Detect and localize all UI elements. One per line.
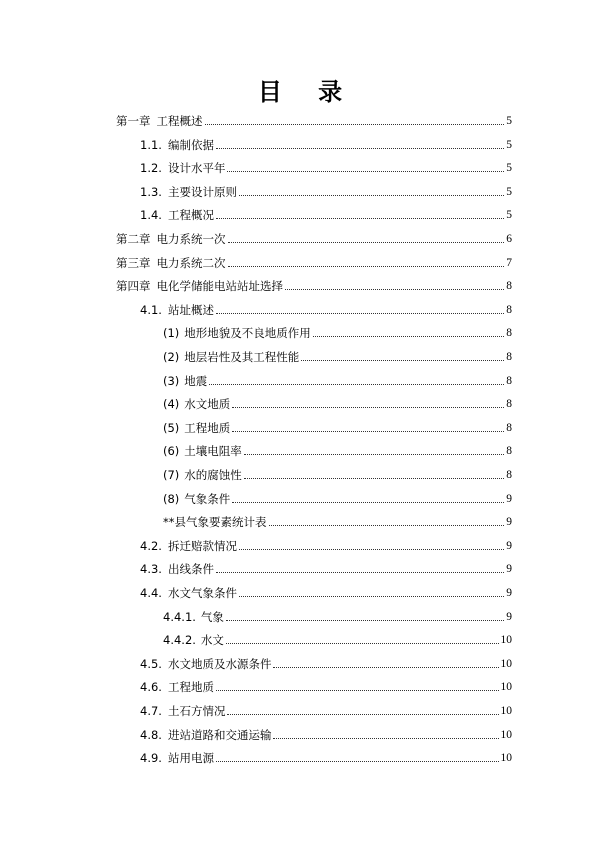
dot-leader [232, 406, 504, 408]
toc-entry-number: 4.4.2. [163, 633, 196, 648]
toc-entry-number: (6) [163, 444, 180, 459]
toc-entry[interactable] [116, 270, 512, 293]
dot-leader [285, 288, 504, 290]
toc-entry-label: 编制依据 [167, 137, 214, 152]
toc-entry[interactable] [163, 365, 512, 388]
toc-entry-number: (8) [163, 491, 180, 506]
toc-entry-page-number: 8 [506, 469, 512, 481]
toc-entry[interactable] [140, 553, 512, 576]
toc-entry[interactable] [140, 294, 512, 317]
toc-entry[interactable] [163, 412, 512, 435]
toc-entry-number: 第一章 [116, 114, 151, 128]
toc-entry-label: 水的腐蚀性 [184, 468, 242, 482]
toc-entry-number: 4.7. [140, 704, 162, 718]
toc-entry-label: 水文地质及水源条件 [167, 656, 272, 671]
toc-entry[interactable] [140, 176, 512, 199]
toc-entry[interactable] [140, 152, 512, 175]
toc-entry-number: 1.1. [140, 137, 162, 152]
toc-entry-page-number: 9 [506, 492, 512, 505]
dot-leader [273, 666, 498, 668]
toc-entry-page-number: 5 [506, 138, 512, 151]
toc-entry-label: 电化学储能电站站址选择 [156, 279, 283, 294]
toc-entry-label: 水文气象条件 [167, 586, 237, 600]
toc-entry-page-number: 10 [500, 752, 512, 765]
toc-entry-label: 出线条件 [167, 562, 214, 577]
toc-entry[interactable] [116, 105, 512, 128]
toc-entry-number: 4.5. [140, 656, 162, 671]
toc-entry-label: 主要设计原则 [167, 184, 237, 199]
toc-entry[interactable] [140, 695, 512, 718]
toc-entry-label: 站址概述 [167, 302, 214, 317]
toc-entry-page-number: 9 [506, 539, 512, 552]
toc-entry[interactable] [140, 742, 512, 765]
dot-leader [239, 194, 504, 196]
toc-entry-page-number: 10 [500, 681, 512, 694]
toc-entry-number: (1) [163, 326, 180, 341]
toc-entry-page-number: 5 [506, 209, 512, 222]
dot-leader [205, 123, 505, 125]
toc-entry-page-number: 5 [506, 185, 512, 198]
toc-entry-page-number: 8 [506, 374, 512, 387]
toc-entry[interactable] [140, 719, 512, 742]
toc-entry-page-number: 7 [506, 256, 512, 269]
toc-entry[interactable] [140, 199, 512, 222]
toc-entry-number: 第四章 [116, 279, 151, 294]
toc-entry-page-number: 5 [506, 115, 512, 127]
toc-entry-label: 水文 [200, 633, 224, 648]
toc-entry-page-number: 9 [506, 563, 512, 576]
toc-entry-page-number: 10 [500, 728, 512, 741]
dot-leader [232, 501, 504, 503]
toc-entry-label: 气象 [200, 609, 224, 624]
dot-leader [244, 477, 504, 479]
toc-entry[interactable] [163, 341, 512, 364]
dot-leader [209, 383, 504, 385]
toc-entry-number: (5) [163, 420, 180, 435]
dot-leader [226, 642, 499, 644]
toc-entry-page-number: 8 [506, 351, 512, 363]
dot-leader [244, 453, 504, 455]
dot-leader [313, 335, 504, 337]
dot-leader [273, 737, 498, 739]
dot-leader [227, 170, 504, 172]
toc-entry-number: 4.4. [140, 586, 162, 600]
toc-entry-label: 气象条件 [184, 491, 231, 506]
dot-leader [239, 595, 504, 597]
toc-entry-page-number: 9 [506, 587, 512, 599]
dot-leader [227, 713, 498, 715]
toc-entry-label: 拆迁赔款情况 [167, 538, 237, 553]
toc-entry-label: **县气象要素统计表 [163, 515, 267, 530]
toc-entry-label: 进站道路和交通运输 [167, 727, 272, 742]
toc-entry-number: 4.4.1. [163, 609, 196, 624]
toc-entry-label: 地层岩性及其工程性能 [184, 350, 300, 364]
toc-entry-number: 4.8. [140, 727, 162, 742]
toc-entry-number: 4.2. [140, 538, 162, 553]
toc-entry-label: 工程地质 [184, 420, 231, 435]
toc-entry[interactable] [140, 671, 512, 694]
toc-entry-label: 地震 [184, 373, 208, 388]
toc-entry-label: 土石方情况 [167, 704, 226, 718]
toc-entry-number: 第三章 [116, 255, 151, 270]
toc-entry-page-number: 10 [500, 634, 512, 647]
toc-entry-number: 4.3. [140, 562, 162, 577]
toc-entry-label: 电力系统二次 [156, 255, 226, 270]
toc-entry-page-number: 10 [500, 657, 512, 670]
page-title: 目 录 [257, 77, 357, 106]
toc-entry[interactable] [163, 624, 512, 647]
toc-entry[interactable] [163, 317, 512, 340]
toc-entry-page-number: 5 [506, 162, 512, 175]
toc-entry[interactable] [163, 506, 512, 529]
dot-leader [232, 430, 504, 432]
toc-entry[interactable] [163, 388, 512, 411]
toc-entry[interactable] [140, 577, 512, 600]
toc-entry-number: 1.3. [140, 184, 162, 199]
toc-entry-label: 电力系统一次 [156, 232, 226, 246]
toc-entry-label: 工程地质 [167, 680, 214, 695]
toc-entry-page-number: 9 [506, 516, 512, 529]
toc-entry-number: (7) [163, 468, 180, 482]
dot-leader [216, 312, 504, 314]
toc-entry[interactable] [163, 601, 512, 624]
toc-entry-page-number: 8 [506, 445, 512, 458]
toc-entry-label: 地形地貌及不良地质作用 [184, 326, 311, 341]
toc-entry-number: 1.2. [140, 161, 162, 176]
toc-entry-number: 4.6. [140, 680, 162, 695]
toc-entry-page-number: 6 [506, 233, 512, 245]
toc-entry-label: 工程概述 [156, 114, 203, 128]
dot-leader [216, 689, 499, 691]
toc-entry-number: 4.1. [140, 302, 162, 317]
dot-leader [269, 524, 505, 526]
toc-entry-number: (4) [163, 397, 180, 412]
dot-leader [228, 241, 505, 243]
dot-leader [239, 548, 504, 550]
toc-entry-number: (3) [163, 373, 180, 388]
toc-entry[interactable] [140, 129, 512, 152]
toc-entry-number: 第二章 [116, 232, 151, 246]
dot-leader [226, 619, 504, 621]
dot-leader [228, 265, 505, 267]
dot-leader [216, 217, 504, 219]
toc-entry-page-number: 8 [506, 421, 512, 434]
toc-entry[interactable] [163, 435, 512, 458]
toc-entry-page-number: 8 [506, 398, 512, 411]
toc-entry[interactable] [116, 223, 512, 246]
toc-entry-page-number: 8 [506, 327, 512, 340]
toc-entry[interactable] [140, 648, 512, 671]
dot-leader [216, 760, 499, 762]
toc-entry-label: 工程概况 [167, 208, 214, 223]
toc-entry[interactable] [163, 483, 512, 506]
toc-entry-label: 设计水平年 [167, 161, 226, 176]
toc-entry-label: 水文地质 [184, 397, 231, 412]
toc-entry-number: 4.9. [140, 751, 162, 766]
toc-entry-page-number: 9 [506, 610, 512, 623]
toc-entry-label: 土壤电阻率 [184, 444, 242, 459]
toc-entry[interactable] [116, 247, 512, 270]
toc-entry-number: (2) [163, 350, 180, 364]
toc-entry-number: 1.4. [140, 208, 162, 223]
toc-entry-page-number: 10 [500, 705, 512, 717]
toc-entry-page-number: 8 [506, 303, 512, 316]
dot-leader [216, 571, 504, 573]
dot-leader [301, 359, 504, 361]
toc-entry-label: 站用电源 [167, 751, 214, 766]
dot-leader [216, 147, 504, 149]
toc-entry[interactable] [140, 530, 512, 553]
toc-entry[interactable] [163, 459, 512, 482]
toc-entry-page-number: 8 [506, 280, 512, 293]
